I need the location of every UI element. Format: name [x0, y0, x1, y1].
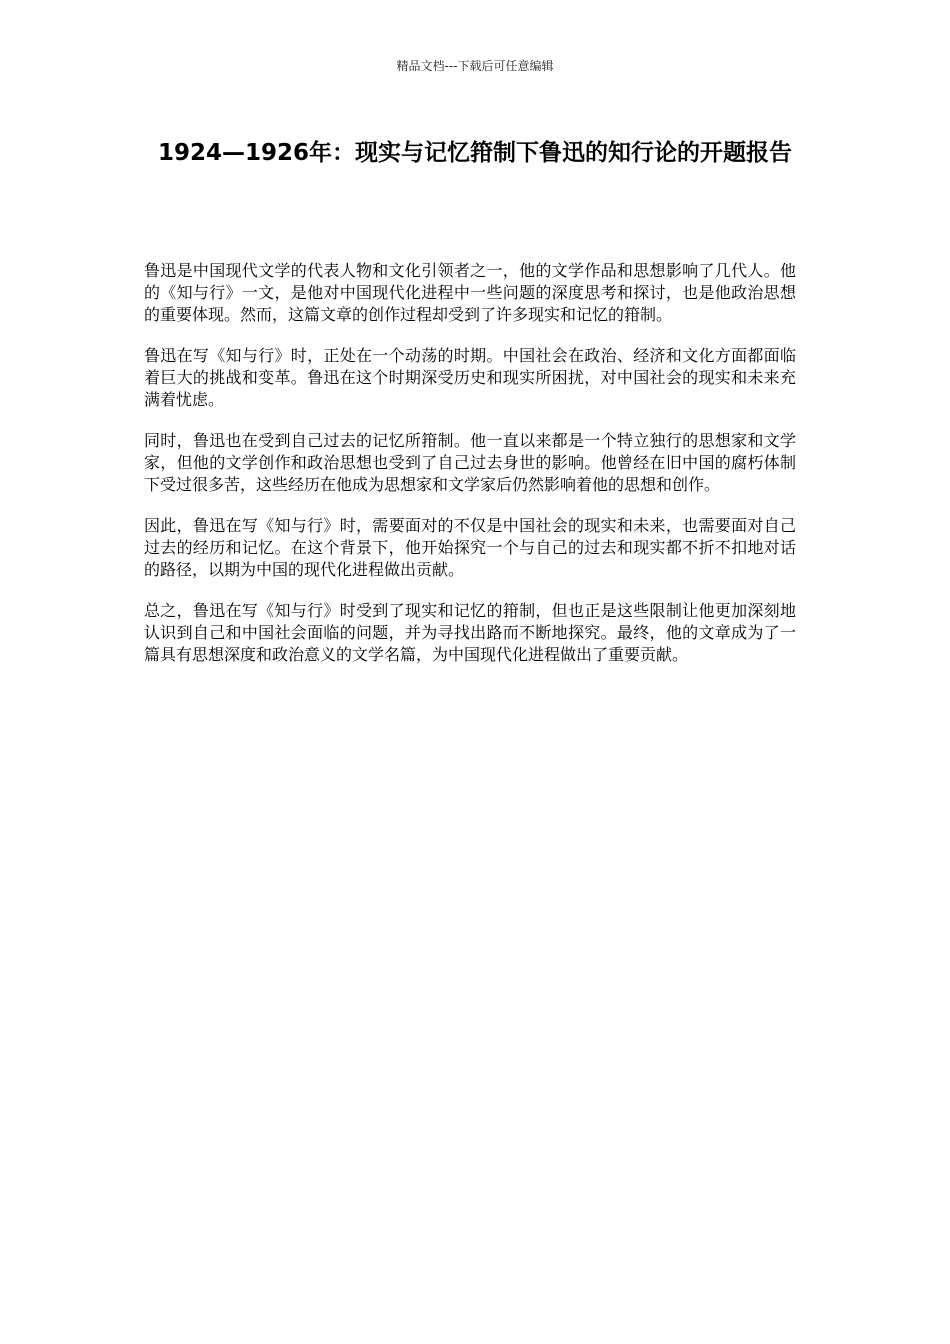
paragraph-5: 总之，鲁迅在写《知与行》时受到了现实和记忆的箝制，但也正是这些限制让他更加深刻地认识到自己和中国社会面临的问题，并为寻找出路而不断地探究。最终，他的文章成为了一篇具有思想深度和政治意义的文学名篇，为中国现代化进程做出了重要贡献。 — [144, 601, 796, 664]
paragraph-1: 鲁迅是中国现代文学的代表人物和文化引领者之一，他的文学作品和思想影响了几代人。他的《知与行》一文，是他对中国现代化进程中一些问题的深度思考和探讨，也是他政治思想的重要体现。然而，这篇文章的创作过程却受到了许多现实和记忆的箝制。 — [144, 261, 796, 324]
page-header: 精品文档---下载后可任意编辑 — [396, 59, 554, 73]
paragraph-4: 因此，鲁迅在写《知与行》时，需要面对的不仅是中国社会的现实和未来，也需要面对自己过去的经历和记忆。在这个背景下，他开始探究一个与自己的过去和现实都不折不扣地对话的路径，以期为中国的现代化进程做出贡献。 — [144, 516, 796, 579]
document-title: 1924—1926年：现实与记忆箝制下鲁迅的知行论的开题报告 — [157, 140, 793, 166]
paragraph-2: 鲁迅在写《知与行》时，正处在一个动荡的时期。中国社会在政治、经济和文化方面都面临着巨大的挑战和变革。鲁迅在这个时期深受历史和现实所困扰，对中国社会的现实和未来充满着忧虑。 — [144, 346, 796, 409]
paragraph-3: 同时，鲁迅也在受到自己过去的记忆所箝制。他一直以来都是一个特立独行的思想家和文学家，但他的文学创作和政治思想也受到了自己过去身世的影响。他曾经在旧中国的腐朽体制下受过很多苦，这些经历在他成为思想家和文学家后仍然影响着他的思想和创作。 — [144, 431, 796, 494]
document-body — [144, 260, 796, 685]
